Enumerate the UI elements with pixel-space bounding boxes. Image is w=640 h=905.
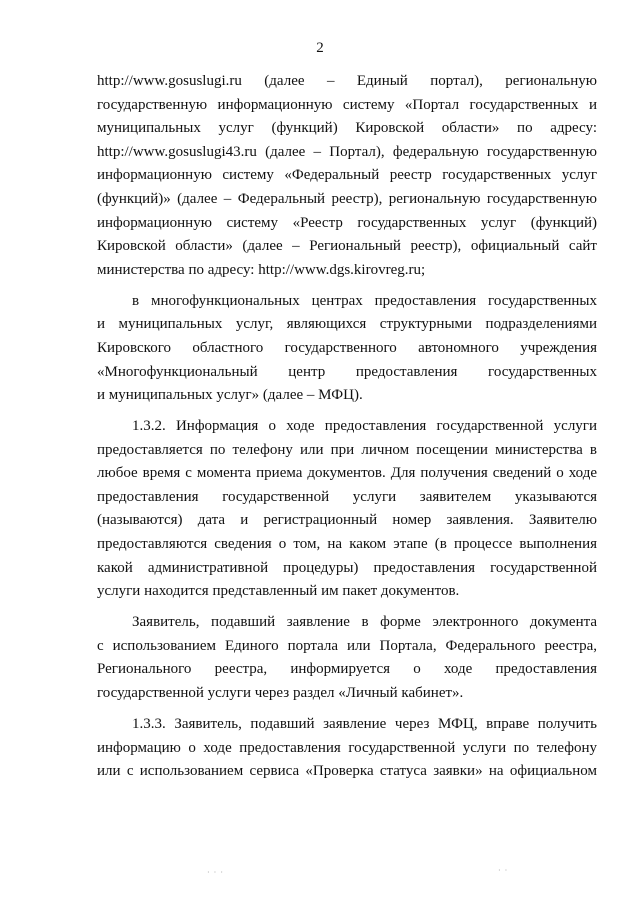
text-line: информацию о ходе предоставления государственной услуги по телефону xyxy=(97,739,597,756)
text-line: «Многофункциональный центр предоставления государственных xyxy=(97,363,597,380)
text-line: муниципальных услуг (функций) Кировской области» по адресу: xyxy=(97,120,597,137)
text-line: государственной услуги через раздел «Личный кабинет». xyxy=(97,685,464,702)
text-line: http://www.gosuslugi43.ru (далее – Портал), федеральную государственную xyxy=(97,143,597,160)
scan-artifact: · · xyxy=(498,866,509,875)
text-line: с использованием Единого портала или Портала, Федерального реестра, xyxy=(97,637,597,654)
text-line: предоставляется по телефону или при личном посещении министерства в xyxy=(97,441,597,458)
text-line: 1.3.3. Заявитель, подавший заявление через МФЦ, вправе получить xyxy=(132,716,597,732)
text-line: и муниципальных услуг» (далее – МФЦ). xyxy=(97,387,363,404)
text-line: Кировского областного государственного автономного учреждения xyxy=(97,339,597,356)
text-line: какой административной процедуры) предоставления государственной xyxy=(97,559,597,576)
scan-artifact: · · · xyxy=(207,868,224,877)
text-line: Кировской области» (далее – Региональный реестр), официальный сайт xyxy=(97,238,597,255)
text-line: http://www.gosuslugi.ru (далее – Единый портал), региональную xyxy=(97,73,597,89)
text-line: или с использованием сервиса «Проверка статуса заявки» на официальном xyxy=(97,763,597,780)
text-line: (называются) дата и регистрационный номер заявления. Заявителю xyxy=(97,512,597,529)
paragraph-1-3-3 xyxy=(97,713,597,784)
text-line: государственную информационную систему «Портал государственных и xyxy=(97,96,597,113)
text-line: Заявитель, подавший заявление в форме электронного документа xyxy=(132,614,597,631)
text-line: и муниципальных услуг, являющихся структурными подразделениями xyxy=(97,316,597,333)
paragraph-personal-cabinet xyxy=(97,611,597,705)
text-line: в многофункциональных центрах предоставления государственных xyxy=(132,292,597,309)
text-line: информационную систему «Реестр государственных услуг (функций) xyxy=(97,214,597,231)
page-number: 2 xyxy=(316,40,324,56)
text-line: предоставляются сведения о том, на каком этапе (в процессе выполнения xyxy=(97,536,597,553)
text-line: министерства по адресу: http://www.dgs.kirovreg.ru; xyxy=(97,261,426,278)
text-line: 1.3.2. Информация о ходе предоставления государственной услуги xyxy=(132,418,597,435)
text-line: предоставления государственной услуги заявителем указываются xyxy=(97,488,597,505)
paragraph-1-3-2 xyxy=(97,415,597,604)
text-line: услуги находится представленный им пакет документов. xyxy=(97,583,460,600)
paragraph-mfc xyxy=(97,290,597,408)
text-line: информационную систему «Федеральный реестр государственных услуг xyxy=(97,167,597,184)
text-line: (функций)» (далее – Федеральный реестр), региональную государственную xyxy=(97,190,597,207)
paragraph-portals xyxy=(97,70,597,282)
text-line: любое время с момента приема документов. Для получения сведений о ходе xyxy=(97,465,597,482)
document-body xyxy=(97,70,597,791)
text-line: Регионального реестра, информируется о ходе предоставления xyxy=(97,661,597,678)
